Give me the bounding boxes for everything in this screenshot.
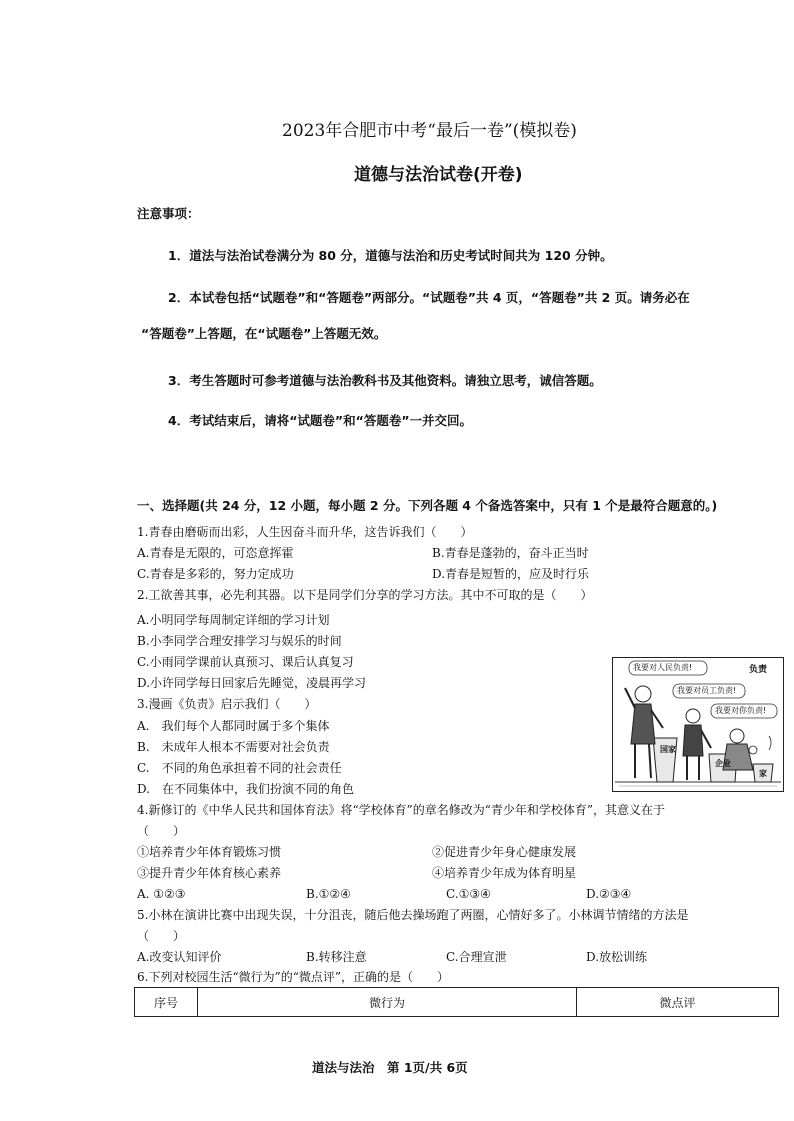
question-5-stem-cont: （ ） [137,929,186,943]
cartoon-label-company: 企业 [715,759,731,768]
question-1-stem: 1.青春由磨砺而出彩，人生因奋斗而升华，这告诉我们（ ） [137,525,473,539]
question-2-option-d: D.小许同学每日回家后先睡觉，凌晨再学习 [137,676,367,690]
cartoon-label-country: 国家 [660,745,676,754]
cartoon-bubble-2: 我要对员工负责! [677,686,737,695]
question-4-statement-1: ①培养青少年体育锻炼习惯 [137,845,282,859]
question-6-stem: 6.下列对校园生活“微行为”的“微点评”，正确的是（ ） [137,970,449,984]
question-4-statement-2: ②促进青少年身心健康发展 [432,845,577,859]
cartoon-illustration [613,658,783,791]
cartoon-responsibility [612,657,784,792]
question-2-option-b: B.小李同学合理安排学习与娱乐的时间 [137,634,342,648]
question-4-option-d: D.②③④ [586,887,632,901]
notice-heading: 注意事项： [137,206,200,221]
notice-item-1: 1．道法与法治试卷满分为 80 分，道德与法治和历史考试时间共为 120 分钟。 [168,248,613,263]
exam-subtitle: 道德与法治试卷(开卷) [354,165,523,185]
exam-title: 2023年合肥市中考“最后一卷”(模拟卷) [282,121,577,141]
notice-item-2: 2．本试卷包括“试题卷”和“答题卷”两部分。“试题卷”共 4 页，“答题卷”共 2 页。请务必在 [168,290,690,305]
cartoon-label-family: 家 [759,769,767,778]
question-5-option-b: B.转移注意 [306,950,367,964]
cartoon-title: 负责 [749,665,768,675]
cartoon-bubble-3: 我要对你负责! [715,706,767,715]
question-4-option-c: C.①③④ [446,887,491,901]
table-header-behavior: 微行为 [198,988,577,1017]
question-4-stem: 4.新修订的《中华人民共和国体育法》将“学校体育”的章名修改为“青少年和学校体育”，其意义在于 [137,803,665,817]
question-4-stem-cont: （ ） [137,824,186,838]
notice-item-4: 4．考试结束后，请将“试题卷”和“答题卷”一并交回。 [168,413,473,428]
question-1-option-b: B.青春是蓬勃的，奋斗正当时 [432,546,589,560]
question-5-stem: 5.小林在演讲比赛中出现失误，十分沮丧，随后他去操场跑了两圈，心情好多了。小林调节情绪的方法是 [137,908,689,922]
question-5-option-d: D.放松训练 [586,950,648,964]
question-3-option-b: B. 未成年人根本不需要对社会负责 [137,740,330,754]
question-5-option-a: A.改变认知评价 [137,950,222,964]
question-3-option-c: C. 不同的角色承担着不同的社会责任 [137,761,342,775]
question-4-option-a: A. ①②③ [137,887,186,901]
question-2-option-a: A.小明同学每周制定详细的学习计划 [137,613,330,627]
question-1-option-d: D.青春是短暂的，应及时行乐 [432,567,590,581]
question-2-stem: 2.工欲善其事，必先利其器。以下是同学们分享的学习方法。其中不可取的是（ ） [137,588,593,602]
question-4-option-b: B.①②④ [306,887,351,901]
question-4-statement-3: ③提升青少年体育核心素养 [137,866,282,880]
table-header-number: 序号 [135,988,198,1017]
question-5-option-c: C.合理宣泄 [446,950,507,964]
question-2-option-c: C.小雨同学课前认真预习、课后认真复习 [137,655,354,669]
question-1-option-a: A.青春是无限的，可恣意挥霍 [137,546,294,560]
cartoon-bubble-1: 我要对人民负责! [633,663,693,672]
question-3-option-a: A. 我们每个人都同时属于多个集体 [137,719,330,733]
page-footer: 道法与法治 第 1页/共 6页 [312,1060,468,1075]
question-1-option-c: C.青春是多彩的，努力定成功 [137,567,294,581]
section-heading: 一、选择题(共 24 分，12 小题，每小题 2 分。下列各题 4 个备选答案中，只有 1 个是最符合题意的。) [137,498,718,513]
notice-item-2-cont: “答题卷”上答题，在“试题卷”上答题无效。 [141,326,387,341]
question-3-stem: 3.漫画《负责》启示我们（ ） [137,697,317,711]
notice-item-3: 3．考生答题时可参考道德与法治教科书及其他资料。请独立思考，诚信答题。 [168,373,602,388]
question-6-table [134,987,779,1017]
table-header-comment: 微点评 [577,988,779,1017]
question-3-option-d: D. 在不同集体中，我们扮演不同的角色 [137,782,355,796]
question-4-statement-4: ④培养青少年成为体育明星 [432,866,577,880]
table-header-row [135,988,779,1017]
